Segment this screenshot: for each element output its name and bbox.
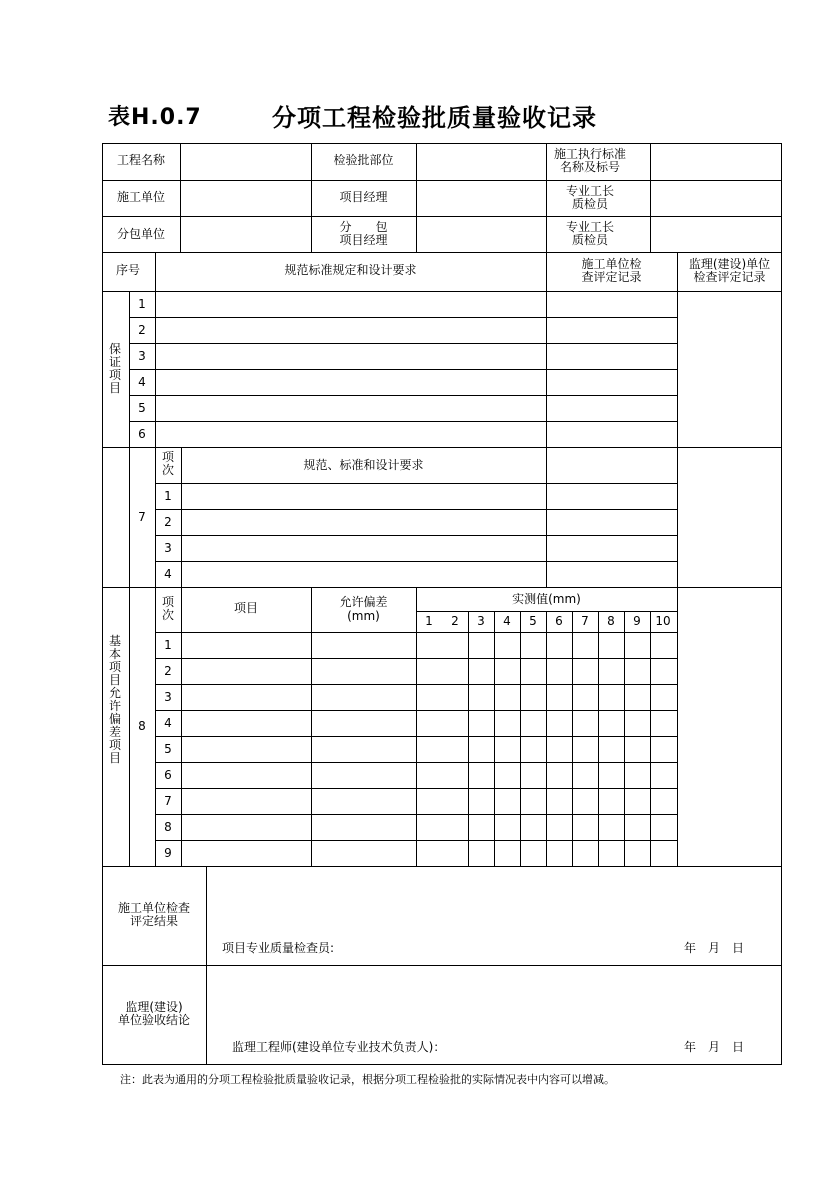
grid-line [129,343,678,344]
tolerance-item-header: 项目 [233,601,258,615]
measured-point-number: 1 [425,614,433,628]
grid-line [546,291,547,588]
inspection-lot-location-label: 检验批部位 [333,153,394,167]
tolerance-row-number: 8 [164,820,172,834]
grid-line [102,143,103,1065]
supervision-conclusion-label-line1: 监理(建设) [125,1000,183,1014]
supervision-engineer-signature: 监理工程师(建设单位专业技术负责人)： [232,1040,446,1054]
measured-point-number: 10 [655,614,671,628]
footnote: 注：此表为通用的分项工程检验批质量验收记录，根据分项工程检验批的实际情况表中内容可以增减。 [120,1073,615,1086]
grid-line [102,587,782,588]
tolerance-items-label: 允许偏差项目 [108,686,121,765]
supervision-header-line2: 检查评定记录 [693,270,766,284]
foreman2-label-line1: 专业工长 [565,220,614,234]
guaranteed-items-label: 保证项目 [108,342,121,395]
grid-line [650,611,651,867]
grid-line [102,965,782,966]
basic-row-number: 4 [164,567,172,581]
construction-check-header-line2: 查评定记录 [581,270,642,284]
foreman-label-line2: 质检员 [571,197,608,211]
construction-result-date: 年 月 日 [684,941,745,955]
grid-line [155,632,678,633]
grid-line [468,611,469,867]
grid-line [102,252,782,253]
measured-values-header: 实测值(mm) [512,592,581,606]
grid-line [155,658,678,659]
grid-line [155,814,678,815]
guaranteed-row-number: 5 [138,401,146,415]
grid-line [155,762,678,763]
basic-requirement-header: 规范、标准和设计要求 [303,458,424,472]
grid-line [494,611,495,867]
measured-point-number: 7 [581,614,589,628]
tolerance-row-number: 1 [164,638,172,652]
grid-line [129,317,678,318]
grid-line [102,143,782,144]
sub-manager-label-line1: 分 包 [339,220,388,234]
grid-line [155,684,678,685]
grid-line [650,143,651,253]
measured-point-number: 3 [477,614,485,628]
allowed-deviation-header-line2: (mm) [347,609,380,623]
construction-unit-label: 施工单位 [116,190,165,204]
grid-line [155,710,678,711]
tolerance-item-no-header: 项次 [161,595,174,622]
grid-line [311,587,312,867]
grid-line [155,535,678,536]
tolerance-row-number: 6 [164,768,172,782]
grid-line [155,483,678,484]
grid-line [129,421,678,422]
supervision-conclusion-label-line2: 单位验收结论 [117,1013,190,1027]
grid-line [129,395,678,396]
guaranteed-row-number: 2 [138,323,146,337]
grid-line [155,736,678,737]
form-title: 分项工程检验批质量验收记录 [272,104,597,132]
grid-line [311,143,312,253]
grid-line [102,1064,782,1065]
project-manager-label: 项目经理 [339,190,388,204]
grid-line [155,252,156,292]
measured-point-number: 5 [529,614,537,628]
grid-line [155,509,678,510]
tolerance-row-number: 9 [164,846,172,860]
construction-check-header-line1: 施工单位检 [581,257,642,271]
requirements-header: 规范标准规定和设计要求 [284,263,417,277]
grid-line [546,611,547,867]
grid-line [781,143,782,1065]
grid-line [624,611,625,867]
guaranteed-row-number: 4 [138,375,146,389]
basic-items-label: 基本项目 [108,634,121,687]
supervision-header-line1: 监理(建设)单位 [688,257,771,271]
guaranteed-row-number: 1 [138,297,146,311]
grid-line [102,866,782,867]
tolerance-row-number: 2 [164,664,172,678]
standard-label-line2: 名称及标号 [559,160,620,174]
grid-line [416,611,678,612]
foreman2-label-line2: 质检员 [571,233,608,247]
grid-line [155,840,678,841]
grid-line [155,561,678,562]
tolerance-row-number: 7 [164,794,172,808]
grid-line [102,216,782,217]
grid-line [102,180,782,181]
basic-seq-number: 7 [138,510,146,524]
grid-line [129,369,678,370]
tolerance-row-number: 4 [164,716,172,730]
basic-row-number: 3 [164,541,172,555]
grid-line [520,611,521,867]
grid-line [416,143,417,253]
tolerance-seq-number: 8 [138,719,146,733]
grid-line [598,611,599,867]
measured-point-number: 4 [503,614,511,628]
measured-point-number: 6 [555,614,563,628]
quality-inspector-signature: 项目专业质量检查员: [222,941,335,955]
grid-line [546,252,547,292]
guaranteed-row-number: 3 [138,349,146,363]
construction-result-label-line1: 施工单位检查 [117,901,190,915]
grid-line [181,587,182,867]
construction-result-label-line2: 评定结果 [129,914,178,928]
supervision-conclusion-date: 年 月 日 [684,1040,745,1054]
project-name-label: 工程名称 [116,153,165,167]
allowed-deviation-header-line1: 允许偏差 [339,595,388,609]
basic-row-number: 2 [164,515,172,529]
guaranteed-row-number: 6 [138,427,146,441]
form-code: 表H.0.7 [108,105,202,130]
measured-point-number: 9 [633,614,641,628]
grid-line [102,447,782,448]
standard-label-line1: 施工执行标准 [553,147,626,161]
grid-line [677,252,678,867]
grid-line [572,611,573,867]
tolerance-row-number: 5 [164,742,172,756]
grid-line [416,587,417,867]
basic-row-number: 1 [164,489,172,503]
subcontractor-label: 分包单位 [116,227,165,241]
grid-line [180,143,181,253]
grid-line [181,447,182,588]
tolerance-row-number: 3 [164,690,172,704]
grid-line [155,788,678,789]
inspection-record-table [102,143,782,1065]
sub-manager-label-line2: 项目经理 [339,233,388,247]
basic-item-no-header: 项次 [161,450,174,477]
measured-point-number: 8 [607,614,615,628]
seq-header: 序号 [115,263,140,277]
grid-line [102,291,782,292]
foreman-label-line1: 专业工长 [565,184,614,198]
grid-line [546,143,547,253]
measured-point-number: 2 [451,614,459,628]
